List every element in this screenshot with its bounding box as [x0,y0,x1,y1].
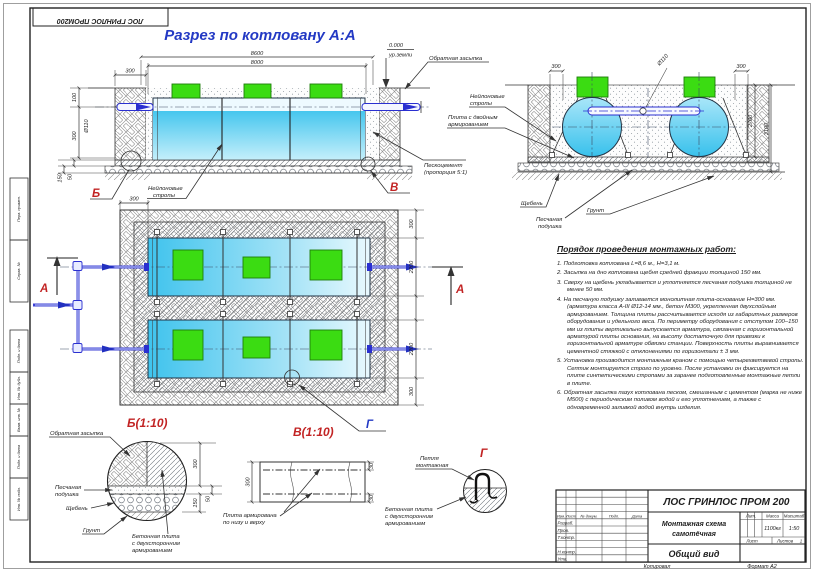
notes-title: Порядок проведения монтажных работ: [557,244,736,254]
dim-300-right: 300 [736,64,746,70]
label-b-backfill: Обратная засыпка [50,431,104,437]
titleblock-col-izm: Изм. [556,513,566,519]
dim-300-top: 300 [125,68,135,75]
titleblock-col-list: Лист [565,513,577,519]
detail-b [49,431,222,554]
dim-8600: 8600 [250,51,264,57]
plan-marker-a-left: А [40,283,49,295]
inlet-pipe [117,104,153,111]
dim-300-left: 300 [551,64,561,70]
elevation-label: ур.земли [389,52,413,59]
note-item: Установка производится монтажным краном с помощью четырехветвевой стропы. Септик монтируется строго по уровню. После установки он фиксируется на плите синтетическими стропами за заранее подготовленные монтажные петли в плите. [563,358,804,387]
label-backfill: Обратная засыпка [429,56,483,62]
label-slings-cross-1: Нейлоновые [470,94,505,100]
frame-col-label: Подп. и дата [16,444,21,470]
label-b-plate-1: Бетонная плита [132,534,180,540]
frame-col-label: Перв. примен. [16,196,21,222]
titleblock-mass-value: 1100кг [764,526,781,532]
elevation-mark [383,43,415,88]
detail-v-title: В(1:10) [293,425,334,439]
frame-side-columns [10,178,28,520]
detail-b-title: Б(1:10) [127,416,168,430]
dim-b-50: 50 [205,495,212,503]
label-b-sand-2: подушка [55,492,79,498]
titleblock-doc-1: Монтажная схема [661,521,727,528]
plan-marker-g: Г [366,419,374,431]
titleblock-col-data: Дата [631,513,643,519]
label-g-plate-2: с двухсторонним [385,514,433,520]
dim-v-300: 300 [245,477,252,487]
dim-plan-300: 300 [129,196,139,203]
label-sand-2: подушка [538,224,562,230]
label-b-plate-2: с двухсторонним [132,541,180,547]
frame-col-label: Взам. инв. № [16,407,21,433]
titleblock-sheets: Листов [777,538,793,544]
plan-view [33,197,464,440]
section-marker-b: Б [92,188,101,200]
dim-8000: 8000 [250,60,264,66]
label-b-sand-1: Песчаная [55,485,82,491]
label-g-loop-1: Петля [420,456,439,462]
cross-section-view [447,53,795,230]
frame-col-label: Инв. № дубл. [16,376,21,400]
frame-col-label: Справ. № [16,262,21,280]
caption-format: Формат А2 [747,564,777,570]
dim-plan-2200b: 2200 [409,342,415,356]
dim-plan-2200a: 2200 [409,260,415,274]
titleblock-col-docnum: № докум. [580,513,598,519]
note-item: Засыпка на дно котлована щебня средней фракции толщиной 150 мм. [563,270,762,277]
top-stamp: ЛОС ГРИНЛОС ПРОМ200 [56,17,144,24]
elevation-value: 0.000 [389,43,403,49]
label-g-loop-2: монтажная [416,463,449,469]
frame-col-label: Подп. и дата [16,338,21,364]
dim-100: 100 [72,92,78,103]
label-soil: Грунт [587,208,605,214]
dim-plan-r300a: 300 [409,219,415,229]
label-slings-2: стропы [153,193,175,199]
tank-covers [172,84,342,98]
titleblock-role-nkontr: Н.контр. [557,549,577,555]
label-sand-1: Песчаная [536,217,563,223]
titleblock-view: Общий вид [668,549,720,559]
dim-o110: Ø110 [84,119,90,133]
dim-v-30-top: 30 [369,462,375,470]
label-sand-cement-1: Пескоцемент [424,163,463,169]
titleblock-doc-2: самотёчная [672,531,716,538]
dim-2700: 2700 [748,114,754,128]
label-slings-cross-2: стропы [470,101,492,107]
titleblock-role-tkontr: Т.контр. [557,535,576,540]
label-v-note-2: по низу и верху [223,520,265,526]
section-cut-marker-left [39,256,78,295]
section-title: Разрез по котловану А:А [164,27,356,44]
detail-g-title: Г [480,446,488,460]
titleblock-sheet: Лист [746,538,758,544]
titleblock-role-prov: Пров. [557,527,570,533]
note-item: Обратная засыпка пазух котлована песком, смешанным с цементом (марка не ниже М500) с периодическим поливом водой и его уплотнением, а также с одновременной заливкой водой внутрь изделия. [563,390,803,411]
label-b-gravel: Щебень [66,506,88,512]
dim-300-wall: 300 [72,131,78,141]
dim-v-30-bottom: 30 [369,494,375,502]
titleblock-product: ЛОС ГРИНЛОС ПРОМ 200 [663,497,790,508]
section-marker-v: В [390,182,399,194]
note-item: На песчаную подушку заливается монолитная плита-основание Н=300 мм. (арматура класса А-III Ø12-14 мм., бетон М300, укрепленная двухслойным армированием. Толщина плиты рассчитывается исходя из габаритных размеров оборудования и удельного веса. По периметру оборудования с отступом 100–150 мм из плиты вертикально выпускается арматура, связанная с горизонтальной арматурой плиты основания, на высоту достаточную для привязки к горизонтальной арматуре обвязки станции. Поверхность плиты выравнивается цементной стяжкой с отклонениями по горизонтали ± 3 мм. [563,296,799,355]
dim-b-300: 300 [193,459,199,469]
detail-v [223,462,375,526]
label-g-plate-3: армированием [385,521,426,527]
connecting-pipe [583,107,705,115]
note-item: Подготовка котлована L=8,6 м., Н=3,1 м. [563,261,680,267]
note-item: Сверху на щебень укладывается и уплотняется песчаная подушка толщиной не менее 50 мм. [563,279,792,294]
titleblock-role-razrab: Разраб. [557,520,574,526]
dim-3100: 3100 [764,122,770,136]
label-plate-2: армированием [448,122,489,128]
title-block [556,490,805,570]
titleblock-mass: Масса [766,513,779,519]
dim-o110-cross: Ø110 [656,53,670,68]
notes-list [557,261,804,412]
label-b-plate-3: армированием [132,548,173,554]
dim-b-150: 150 [193,498,199,508]
titleblock-scale: Масштаб [783,513,805,519]
label-sand-cement-2: (пропорция 5:1) [424,170,468,176]
section-cut-marker-right [432,266,464,305]
titleblock-lit: Лит. [745,513,757,519]
label-gravel: Щебень [521,201,543,207]
label-v-note-1: Плита армирована [223,513,277,519]
dim-plan-r300b: 300 [409,386,415,397]
detail-g [385,446,508,527]
label-g-plate-1: Бетонная плита [385,507,433,513]
label-slings-1: Нейлоновые [148,186,183,192]
plan-marker-a-right: А [456,284,465,296]
dim-150: 150 [57,173,64,183]
titleblock-col-podp: Подп. [608,513,620,519]
label-plate-1: Плита с двойным [448,115,498,121]
section-view-aa [58,27,490,200]
titleblock-role-utv: Утв. [557,556,568,562]
caption-copied: Копировал [643,564,671,570]
installation-notes [557,244,804,414]
frame-col-label: Инв. № подл. [16,486,21,512]
label-b-soil: Грунт [83,528,101,534]
titleblock-scale-value: 1:50 [788,526,800,532]
titleblock-sheets-value: 1 [799,538,803,544]
dim-50: 50 [67,173,74,181]
